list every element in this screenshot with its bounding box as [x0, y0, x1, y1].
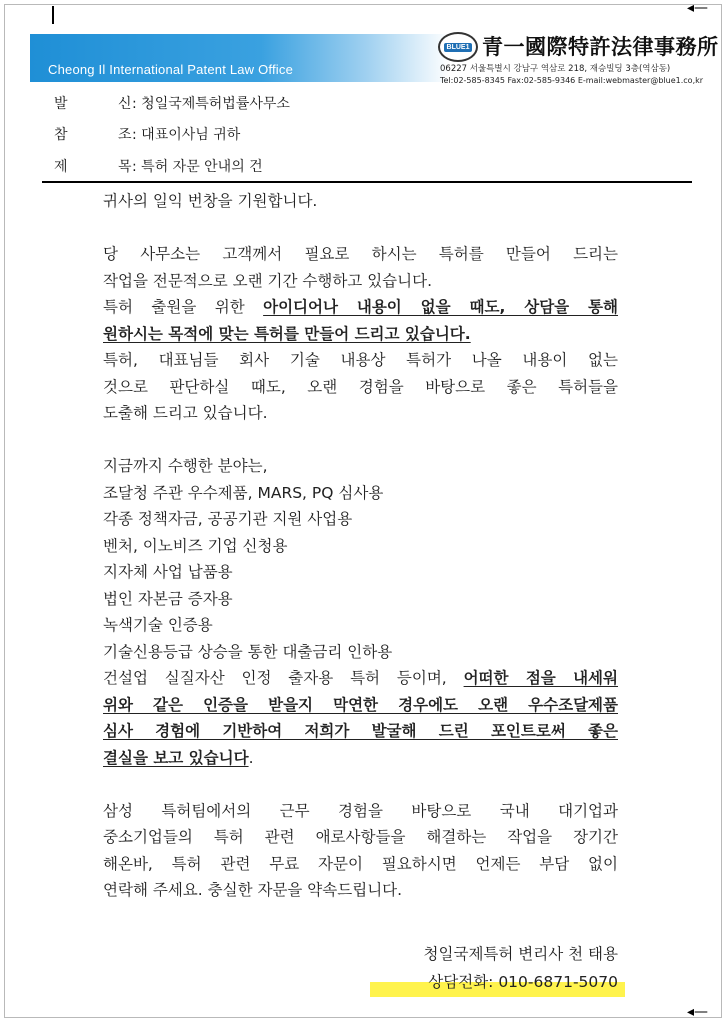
para4-line4-period: .: [248, 748, 254, 767]
para4-line1-emphasis: 어떠한 점을 내세워: [463, 669, 619, 687]
field-item: 녹색기술 인증용: [103, 616, 213, 634]
firm-address: 06227 서울특별시 강남구 역삼로 218, 재승빌딩 3층(역삼동): [440, 64, 671, 74]
para4-line2-emphasis: 위와 같은 인증을 받을지 막연한 경우에도 오랜 우수조달제품: [103, 695, 618, 714]
para2-line1-emphasis: 아이디어나 내용이 없을 때도, 상담을 통해: [263, 298, 618, 316]
para2-line2: [103, 321, 618, 348]
para3-line2: 것으로 판단하실 때도, 오랜 경험을 바탕으로 좋은 특허들을: [103, 377, 618, 396]
letter-body: [103, 188, 618, 904]
memo-from-value: : 청일국제특허법률사무소: [132, 96, 290, 112]
para5-line1: 삼성 특허팀에서의 근무 경험을 바탕으로 국내 대기업과: [103, 801, 618, 820]
memo-ref-label-a: 참: [54, 127, 68, 143]
logo-icon: [438, 32, 478, 62]
fields-intro: 지금까지 수행한 분야는,: [103, 457, 268, 475]
para5-line4: 연락해 주세요. 충실한 자문을 약속드립니다.: [103, 881, 403, 899]
para4-line4: [103, 745, 618, 772]
para4-line3: [103, 718, 618, 745]
field-item: 벤처, 이노비즈 기업 신청용: [103, 536, 288, 555]
logo-text: BLUE1: [444, 43, 473, 52]
para4-line1-plain: 건설업 실질자산 인정 출자용 특허 등이며,: [103, 669, 464, 687]
banner-text: Cheong Il International Patent Law Office: [48, 62, 293, 77]
para4-line3-emphasis: 심사 경험에 기반하여 저희가 발굴해 드린 포인트로써 좋은: [103, 722, 618, 740]
memo-subject-value: : 특허 자문 안내의 건: [132, 159, 263, 175]
memo-subject-label-a: 제: [54, 159, 68, 175]
field-item: 기술신용등급 상승을 통한 대출금리 인하용: [103, 642, 393, 661]
field-item: 법인 자본금 증자용: [103, 589, 233, 608]
memo-ref-value: : 대표이사님 귀하: [132, 127, 241, 143]
memo-from-label-a: 발: [54, 96, 68, 112]
para4-line4-emphasis: 결실을 보고 있습니다: [103, 748, 249, 767]
firm-name: 青一國際特許法律事務所: [482, 34, 719, 59]
para4-line2: [103, 692, 618, 719]
para4-line1: [103, 665, 618, 692]
header-divider: [42, 181, 692, 183]
header-banner: [30, 34, 450, 82]
firm-contact: Tel:02-585-8345 Fax:02-585-9346 E-mail:webmaster@blue1.co,kr: [440, 76, 704, 85]
signature-phone: 상담전화: 010-6871-5070: [428, 973, 618, 991]
memo-ref-label-b: 조: [118, 127, 132, 143]
para5-line3: 해온바, 특허 관련 무료 자문이 필요하시면 언제든 부담 없이: [103, 854, 618, 873]
memo-from-label-b: 신: [118, 96, 132, 112]
para2-line1: [103, 294, 618, 321]
para3-line1: 특허, 대표님들 회사 기술 내용상 특허가 나올 내용이 없는: [103, 351, 618, 369]
greeting: 귀사의 일익 번창을 기원합니다.: [103, 192, 318, 210]
field-item: 각종 정책자금, 공공기관 지원 사업용: [103, 510, 353, 528]
para2-line2-emphasis: 원하시는 목적에 맞는 특허를 만들어 드리고 있습니다.: [103, 324, 471, 343]
para1-line1: 당 사무소는 고객께서 필요로 하시는 특허를 만들어 드리는: [103, 245, 618, 263]
field-item: 조달청 주관 우수제품, MARS, PQ 심사용: [103, 483, 384, 502]
margin-arrow-bottom-icon: ◂—: [686, 1004, 708, 1020]
margin-arrow-top-icon: ◂—: [686, 0, 708, 16]
para1-line2: 작업을 전문적으로 오랜 기간 수행하고 있습니다.: [103, 271, 433, 290]
para5-line2: 중소기업들의 특허 관련 애로사항들을 해결하는 작업을 장기간: [103, 828, 618, 846]
signature-name: 청일국제특허 변리사 천 태용: [423, 945, 618, 963]
text-cursor: [52, 6, 54, 24]
memo-subject-label-b: 목: [118, 159, 132, 175]
field-item: 지자체 사업 납품용: [103, 563, 233, 581]
para3-line3: 도출해 드리고 있습니다.: [103, 404, 268, 422]
para2-line1-plain: 특허 출원을 위한: [103, 298, 264, 316]
